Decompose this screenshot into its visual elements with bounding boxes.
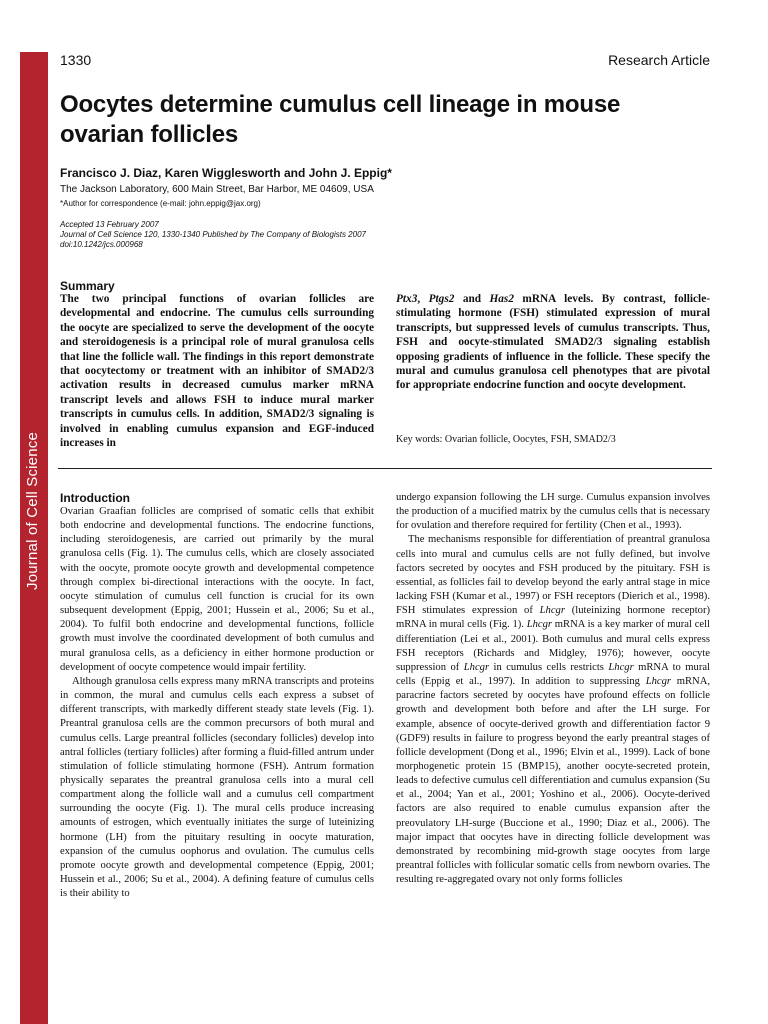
publication-info: [60, 220, 366, 250]
summary-text-fragment: mRNA levels. By contrast, follicle-stimulating hormone (FSH) stimulated expression of mural transcripts, but suppressed levels of cumulus transcripts. Thus, FSH and oocyte-stimulated SMAD2/3 signaling establish opposing gradients of influence in the follicle. These specify the mural and cumulus granulosa cell phenotypes that are pivotal for appropriate endocrine function and oocyte development.: [396, 293, 710, 392]
accepted-date: Accepted 13 February 2007: [60, 220, 159, 229]
affiliation: The Jackson Laboratory, 600 Main Street, Bar Harbor, ME 04609, USA: [60, 184, 374, 195]
author-list: Francisco J. Diaz, Karen Wigglesworth and John J. Eppig*: [60, 166, 392, 180]
summary-text-fragment: ,: [417, 293, 429, 305]
summary-text-right: [396, 292, 710, 393]
paragraph: [396, 533, 710, 887]
doi: doi:10.1242/jcs.000968: [60, 240, 143, 249]
gene-symbol: Lhcgr: [526, 619, 553, 631]
paragraph: Ovarian Graafian follicles are comprised of somatic cells that exhibit both endocrine and developmental functions. The endocrine functions, including steroidogenesis, are carried out primarily by the mural granulosa cells (Fig. 1). The cumulus cells, which are closely associated with the oocyte, promote oocyte growth and developmental competence through complex bi-directional interactions with the oocyte. In fact, oocyte stimulation of cumulus cell function is crucial for its own subsequent development (Eppig, 2001; Hussein et al., 2006; Su et al., 2004). To fulfil both endocrine and developmental functions, follicle growth must involve the coordinated development of both cumulus and mural granulosa cells, as a deficiency in either hormone production or development of oocyte competence would impair fertility.: [60, 506, 374, 673]
introduction-heading: Introduction: [60, 491, 130, 505]
gene-symbol: Has2: [489, 293, 514, 305]
text-fragment: mRNA to mural cells (Eppig et al., 1997). In addition to suppressing: [396, 661, 710, 688]
gene-symbol: Lhcgr: [608, 661, 634, 673]
gene-symbol: Ptx3: [396, 293, 418, 305]
paragraph: Although granulosa cells express many mRNA transcripts and proteins in common, the mural and cumulus cells each express a subset of different transcripts, with markedly different steady state levels (Fig. 1). Preantral granulosa cells are the common precursors of both mural and cumulus cells. Large preantral follicles (secondary follicles) develop into antral follicles (tertiary follicles) after forming a fluid-filled antrum under stimulation of follicle stimulating hormone (FSH). Antrum formation physically separates the preantral granulosa cells into a mural cell compartment along the follicle wall and a cumulus cell compartment surrounding the oocyte (Fig. 1). The mural cells produce increasing amounts of estrogen, which eventually initiates the surge of luteinizing hormone (LH) from the pituitary resulting in oocyte maturation, expansion of the cumulus oophorus and ovulation. The cumulus cells promote oocyte growth and developmental competence (Eppig, 2001; Hussein et al., 2006; Su et al., 2004). A defining feature of cumulus cells is their ability to: [60, 675, 374, 900]
article-type: Research Article: [608, 52, 710, 68]
citation: Journal of Cell Science 120, 1330-1340 Published by The Company of Biologists 2007: [60, 230, 366, 239]
gene-symbol: Ptgs2: [428, 293, 455, 305]
article-title: Oocytes determine cumulus cell lineage in mouse ovarian follicles: [60, 91, 621, 148]
gene-symbol: Lhcgr: [463, 661, 490, 673]
summary-heading: Summary: [60, 279, 115, 293]
text-fragment: mRNA is a key marker of mural cell differentiation (Lei et al., 2001). Both cumulus and mural cells express FSH receptors (Richards and Midgley, 1976); however, oocyte suppression of: [396, 619, 710, 673]
correspondence-note: *Author for correspondence (e-mail: john.eppig@jax.org): [60, 199, 261, 208]
section-divider: [58, 468, 712, 469]
text-fragment: (luteinizing hormone receptor) mRNA in mural cells (Fig. 1).: [396, 605, 710, 631]
introduction-column-right: [396, 491, 710, 887]
keywords: Key words: Ovarian follicle, Oocytes, FSH, SMAD2/3: [396, 434, 616, 445]
summary-text-left: The two principal functions of ovarian follicles are developmental and endocrine. The cumulus cells surrounding the oocyte are specialized to serve the development of the oocyte and steroidogenesis is a principal role of mural granulosa cells that line the follicle wall. The findings in this report demonstrate that oocytectomy or treatment with an inhibitor of SMAD2/3 activation results in decreased cumulus marker mRNA transcript levels and allows FSH to induce mural marker transcripts in cumulus cells. In addition, SMAD2/3 signaling is involved in enabling cumulus expansion and EGF-induced increases in: [60, 293, 374, 450]
gene-symbol: Lhcgr: [645, 676, 671, 688]
paragraph: undergo expansion following the LH surge. Cumulus expansion involves the production of a mucified matrix by the cumulus cells that is necessary for ovulation and therefore required for fertility (Chen et al., 1993).: [396, 492, 710, 532]
journal-name: Journal of Cell Science: [24, 431, 41, 590]
text-fragment: mRNA, paracrine factors secreted by oocytes have profound effects on follicle growth and development both before and after the LH surge. For example, absence of oocyte-derived growth and differentiation factor 9 (GDF9) results in failure to progress beyond the early preantral stages of follicle development (Dong et al., 1996; Elvin et al., 1999). Lack of bone morphogenetic protein 15 (BMP15), another oocyte-secreted protein, leads to defective cumulus cell differentiation and cumulus expansion (Su et al., 2004; Yan et al., 2001; Yoshino et al., 2006). Oocyte-derived factors are also required to enable cumulus expansion after the preovulatory LH-surge (Buccione et al., 1990; Diaz et al., 2006). The major impact that oocytes have in directing follicle development was demonstrated by recombining mid-growth stage oocytes from large preantral follicles with follicular somatic cells from newborn ovaries. The resulting re-aggregated ovary not only forms follicles: [396, 676, 710, 886]
summary-text-fragment: and: [454, 293, 490, 305]
text-fragment: in cumulus cells restricts: [489, 661, 609, 673]
gene-symbol: Lhcgr: [539, 605, 565, 617]
text-fragment: The mechanisms responsible for differentiation of preantral granulosa cells into mural and cumulus cells are not fully defined, but involve factors secreted by oocytes and FSH produced by the pituitary. FSH is essential, as follicles fail to develop beyond the early antral stage in mice lacking FSH (Kumar et al., 1997) or FSH receptors (Dierich et al., 1998). FSH stimulates expression of: [396, 534, 710, 617]
page-number: 1330: [60, 52, 92, 68]
introduction-column-left: [60, 505, 374, 901]
